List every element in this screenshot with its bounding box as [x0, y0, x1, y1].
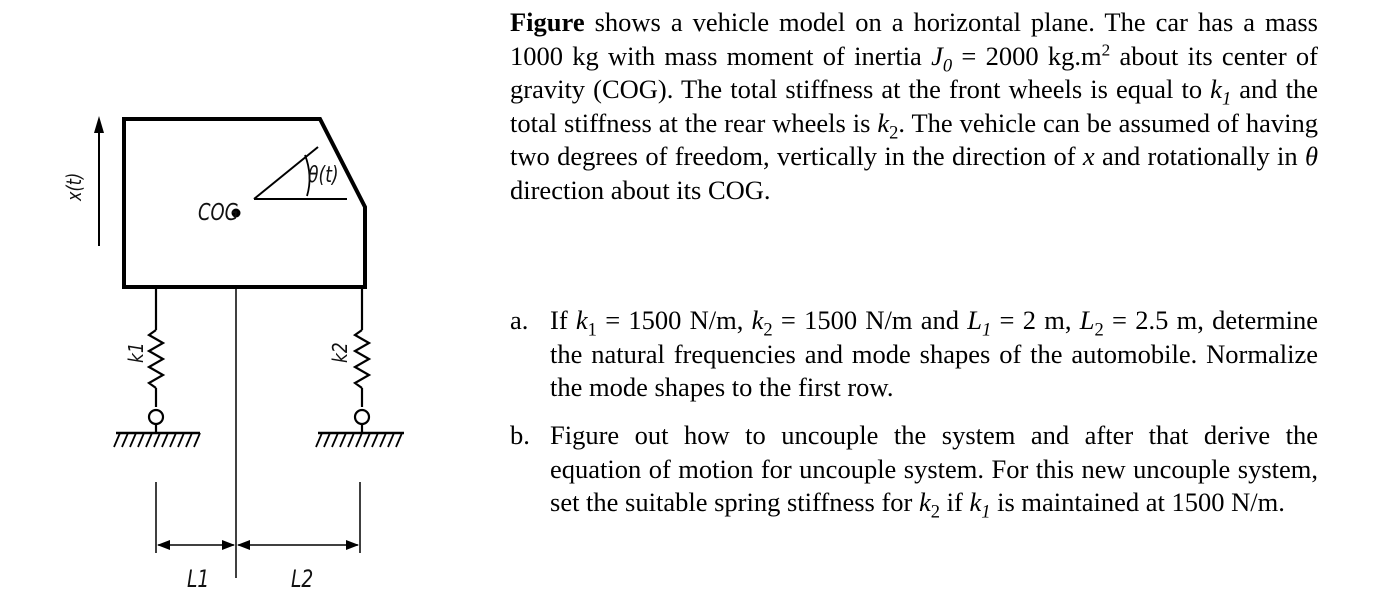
k2-subscript: 2 — [889, 121, 899, 143]
qa-l2-subscript: 2 — [1094, 319, 1104, 341]
intro-text-7: direction about its COG. — [510, 174, 771, 205]
l2-label: L2 — [291, 565, 314, 593]
k2-label: k2 — [328, 342, 352, 363]
intro-text-2: = 2000 kg.m — [952, 40, 1102, 71]
k2-symbol: k — [877, 107, 890, 138]
question-a-body — [550, 304, 1318, 405]
qb-k1-subscript: 1 — [981, 501, 991, 523]
qa-text-5: = 2.5 m, determine the natural frequencies and mode shapes of the automobile. Normalize the mode shapes to the first row. — [550, 305, 1319, 402]
intro-text-6: and rotationally in — [1094, 141, 1305, 171]
vehicle-model-figure — [0, 0, 480, 613]
x-symbol: x — [1082, 141, 1095, 171]
qa-l1-symbol: L — [967, 305, 983, 335]
car-body — [124, 119, 365, 287]
dim-arrow-l2-head-right — [346, 540, 359, 550]
qa-k2-symbol: k — [751, 305, 764, 335]
qa-text-2: = 1500 N/m, — [596, 305, 752, 335]
question-a-letter: a. — [510, 305, 529, 335]
qa-text-3: = 1500 N/m and — [772, 305, 968, 335]
intro-text-4: and the total stiffness at the rear wheels is — [510, 74, 1318, 138]
problem-statement — [510, 6, 1319, 523]
dim-arrow-l1-head-left — [157, 540, 170, 550]
question-b-body — [550, 419, 1318, 523]
intro-text-5: . The vehicle can be assumed of having two degrees of freedom, vertically in the direction of — [510, 107, 1318, 171]
x-displacement-label: x(t) — [62, 172, 86, 201]
qa-k2-subscript: 2 — [763, 319, 773, 341]
qa-k1-subscript: 1 — [587, 319, 597, 341]
intro-text-3: about its center of gravity (COG). The total stiffness at the front wheels is equal to — [510, 40, 1318, 104]
rear-ground — [316, 433, 404, 447]
qa-l1-subscript: 1 — [982, 319, 992, 341]
qb-k2-subscript: 2 — [930, 501, 941, 523]
x-arrow-head — [94, 116, 104, 133]
unit-superscript: 2 — [1101, 40, 1111, 60]
qb-text-2: if — [940, 487, 970, 517]
question-b-letter: b. — [510, 420, 530, 450]
inertia-symbol: J — [931, 40, 943, 71]
k1-symbol: k — [1210, 74, 1222, 104]
qb-text-3: is maintained at 1500 N/m. — [990, 487, 1285, 517]
l1-label: L1 — [187, 565, 210, 593]
qb-k1-symbol: k — [969, 487, 982, 517]
vehicle-diagram — [0, 0, 480, 613]
theta-symbol: θ — [1304, 141, 1318, 171]
theta-label: θ(t) — [308, 163, 339, 188]
inertia-subscript: 0 — [942, 54, 953, 76]
qa-l2-symbol: L — [1079, 305, 1095, 335]
cog-label: COG — [198, 200, 239, 226]
front-ground — [114, 433, 200, 447]
intro-paragraph — [510, 6, 1318, 207]
dim-arrow-l2-head-left — [237, 540, 250, 550]
qa-text-4: = 2 m, — [991, 305, 1080, 335]
qa-text-1: If — [550, 305, 576, 335]
k1-label: k1 — [124, 342, 148, 363]
k1-subscript: 1 — [1221, 88, 1232, 110]
qa-k1-symbol: k — [575, 305, 588, 335]
front-spring — [149, 289, 163, 433]
qb-text-1: Figure out how to uncouple the system and after that derive the equation of motion for uncouple system. For this new uncouple system, set the suitable spring stiffness for — [550, 420, 1318, 517]
rear-spring — [355, 289, 369, 433]
dim-arrow-l1-head-right — [222, 540, 235, 550]
intro-text-1: shows a vehicle model on a horizontal plane. The car has a mass 1000 kg with mass moment of inertia — [510, 7, 1318, 71]
figure-lead: Figure — [510, 7, 585, 37]
qb-k2-symbol: k — [918, 487, 931, 517]
